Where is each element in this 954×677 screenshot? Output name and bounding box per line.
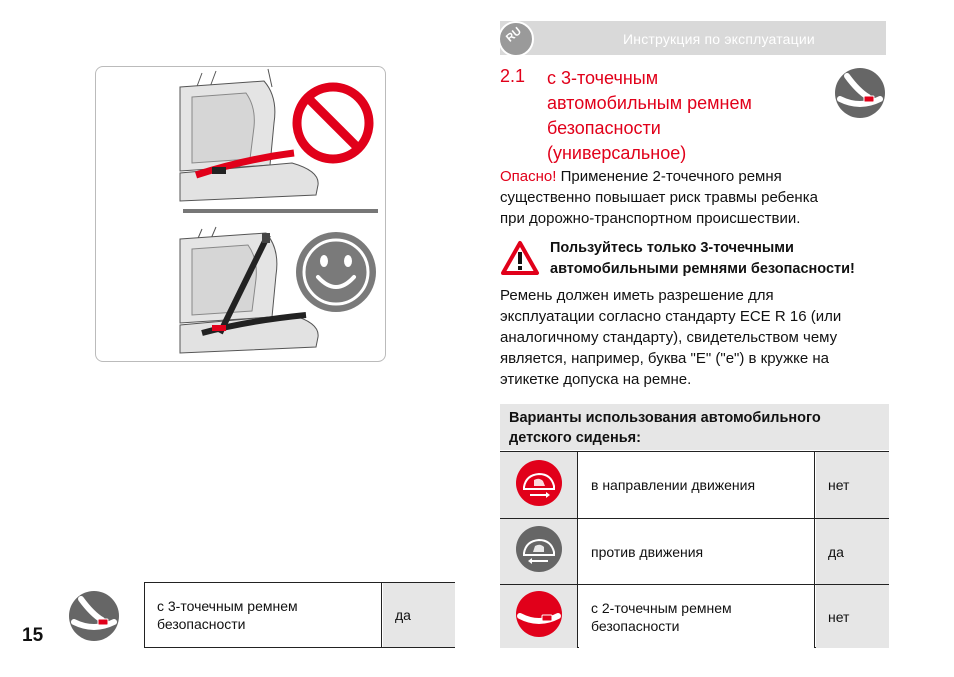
left-usage-table [144, 582, 455, 648]
warning-text: Пользуйтесь только 3-точечными автомобильными ремнями безопасности! [550, 240, 855, 277]
table-row [500, 452, 889, 518]
three-point-belt-icon [68, 590, 120, 647]
header-title: Инструкция по эксплуатации [623, 31, 815, 47]
warning-triangle-icon [500, 240, 540, 281]
table-cell-value: нет [816, 452, 889, 518]
danger-label: Опасно! [500, 168, 557, 185]
table-row [500, 584, 889, 648]
table-cell-value: нет [816, 585, 889, 648]
table-cell-label: в направлении движения [579, 452, 815, 518]
table-cell-value: да [816, 519, 889, 584]
forward-facing-icon [515, 459, 563, 512]
three-point-belt-icon [834, 67, 886, 124]
table-cell-label: с 3-точечным ремнем безопасности [144, 583, 382, 647]
section-number: 2.1 [500, 66, 526, 86]
page-number: 15 [22, 625, 44, 646]
table-cell-label: против движения [579, 519, 815, 584]
two-point-belt-icon [515, 590, 563, 643]
section-title: с 3-точечным автомобильным ремнем безопасности (универсальное) [547, 68, 752, 163]
seat-belt-illustration [95, 66, 386, 362]
approval-paragraph: Ремень должен иметь разрешение для эксплуатации согласно стандарту ECE R 16 (или аналогичному стандарту), свидетельством чему является, например, буква "E" ("e") в кружке на этикетке допуска на ремне. [500, 287, 842, 388]
language-badge-label: RU [504, 25, 524, 45]
danger-paragraph: Опасно! Применение 2-точечного ремня существенно повышает риск травмы ребенка при дорожно-транспортном происшествии. [500, 168, 818, 227]
table-row [500, 518, 889, 584]
table-cell-value: да [383, 583, 455, 647]
rear-facing-icon [515, 525, 563, 578]
usage-table-heading: Варианты использования автомобильного детского сиденья: [500, 404, 889, 450]
table-cell-label: с 2-точечным ремнем безопасности [579, 585, 815, 648]
usage-table [500, 451, 889, 648]
